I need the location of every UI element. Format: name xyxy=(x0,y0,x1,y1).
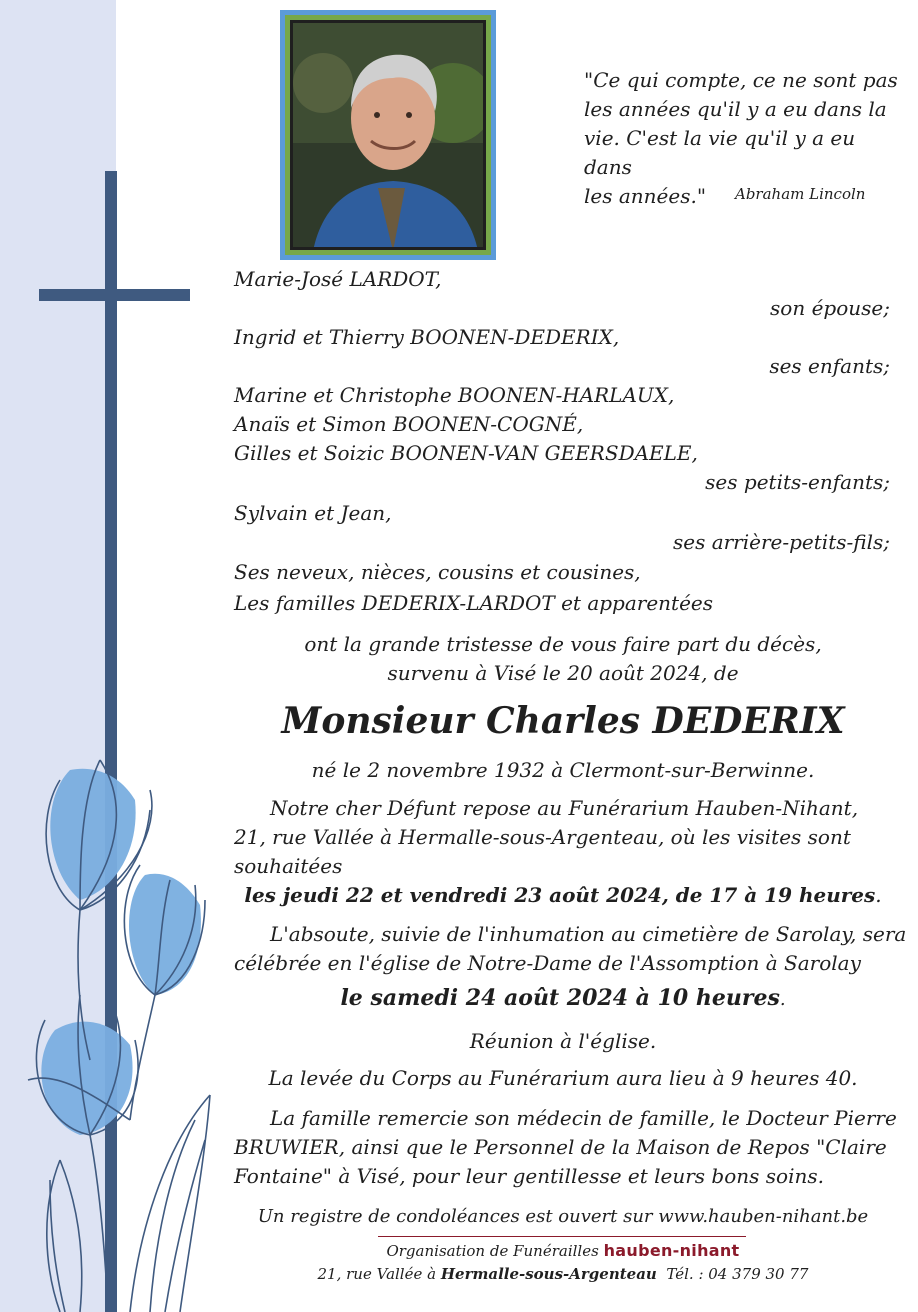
grandchild-name: Marine et Christophe BOONEN-HARLAUX, xyxy=(234,383,675,407)
other-relatives: Les familles DEDERIX-LARDOT et apparentées xyxy=(234,591,714,615)
visits-line: Notre cher Défunt repose au Funérarium Hauben-Nihant, xyxy=(270,796,859,820)
other-relatives: Ses neveux, nièces, cousins et cousines, xyxy=(234,560,641,584)
registry-info: Un registre de condoléances est ouvert sur www.hauben-nihant.be xyxy=(257,1206,869,1227)
tulip-flowers-icon xyxy=(20,740,220,1312)
visits-dates-text: les jeudi 22 et vendredi 23 août 2024, de 17 à 19 heures xyxy=(244,883,876,907)
ceremony-date-text: le samedi 24 août 2024 à 10 heures xyxy=(340,985,780,1011)
address-prefix: 21, rue Vallée à xyxy=(317,1265,437,1283)
portrait-photo xyxy=(280,10,496,260)
grandchild-name: Gilles et Soizic BOONEN-VAN GEERSDAELE, xyxy=(234,441,698,465)
org-prefix: Organisation de Funérailles xyxy=(386,1242,599,1260)
children-name: Ingrid et Thierry BOONEN-DEDERIX, xyxy=(234,325,620,349)
children-role: ses enfants; xyxy=(769,354,890,378)
quote-line: vie. C'est la vie qu'il y a eu dans xyxy=(584,126,856,179)
quote-line: les années." xyxy=(584,184,707,208)
thanks-line: Fontaine" à Visé, pour leur gentillesse et leurs bons soins. xyxy=(234,1164,824,1188)
ceremony-line: célébrée en l'église de Notre-Dame de l'Assomption à Sarolay xyxy=(234,951,861,975)
funeral-address xyxy=(230,1265,896,1283)
visits-paragraph xyxy=(234,794,886,881)
ceremony-paragraph xyxy=(234,920,907,978)
great-grandchildren-role: ses arrière-petits-fils; xyxy=(672,530,890,554)
visits-line: 21, rue Vallée à Hermalle-sous-Argenteau, où les visites sont xyxy=(234,825,851,849)
deceased-name: Monsieur Charles DEDERIX xyxy=(281,700,845,742)
funeral-organization xyxy=(230,1241,896,1260)
thanks-paragraph xyxy=(234,1104,897,1191)
thanks-line: La famille remercie son médecin de famille, le Docteur Pierre xyxy=(270,1106,897,1130)
levee-info: La levée du Corps au Funérarium aura lieu à 9 heures 40. xyxy=(268,1066,858,1090)
brand-logo: hauben-nihant xyxy=(603,1241,740,1260)
footer-divider xyxy=(378,1236,746,1237)
birth-info: né le 2 novembre 1932 à Clermont-sur-Berwinne. xyxy=(311,758,815,782)
meeting-info: Réunion à l'église. xyxy=(469,1029,657,1053)
visits-line: souhaitées xyxy=(234,854,343,878)
portrait-image xyxy=(293,23,486,250)
spouse-name: Marie-José LARDOT, xyxy=(234,267,442,291)
ceremony-date xyxy=(230,985,896,1011)
visits-dates xyxy=(230,883,896,907)
announcement-line: ont la grande tristesse de vous faire part du décès, xyxy=(304,632,822,656)
thanks-line: BRUWIER, ainsi que le Personnel de la Maison de Repos "Claire xyxy=(234,1135,887,1159)
great-grandchildren-name: Sylvain et Jean, xyxy=(234,501,392,525)
quote-line: les années qu'il y a eu dans la xyxy=(584,97,887,121)
address-city: Hermalle-sous-Argenteau xyxy=(440,1265,657,1283)
announcement-line: survenu à Visé le 20 août 2024, de xyxy=(387,661,739,685)
spouse-role: son épouse; xyxy=(770,296,890,320)
grandchild-name: Anaïs et Simon BOONEN-COGNÉ, xyxy=(234,412,584,436)
cross-icon-bar xyxy=(39,289,190,301)
punctuation: . xyxy=(779,989,786,1010)
quote-author: Abraham Lincoln xyxy=(735,185,866,203)
quote-line: "Ce qui compte, ce ne sont pas xyxy=(584,68,898,92)
ceremony-line: L'absoute, suivie de l'inhumation au cimetière de Sarolay, sera xyxy=(270,922,907,946)
phone-number: Tél. : 04 379 30 77 xyxy=(666,1265,809,1283)
punctuation: . xyxy=(875,883,882,907)
grandchildren-role: ses petits-enfants; xyxy=(705,470,890,494)
